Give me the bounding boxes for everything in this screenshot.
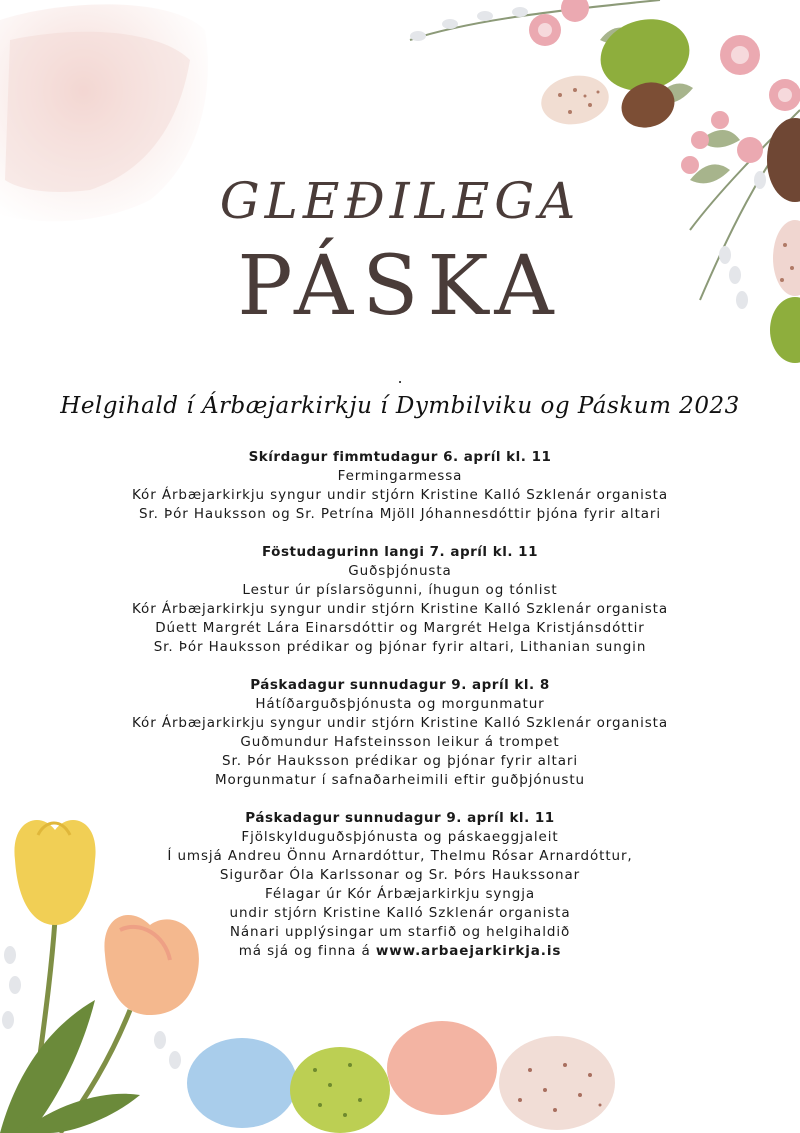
leaf-icon <box>600 28 740 184</box>
greeting-title: GLEÐILEGA <box>219 172 581 230</box>
detail-line: Lestur úr píslarsögunni, íhugun og tónlist <box>242 582 558 598</box>
cherry-blossom-icon <box>529 0 800 174</box>
schedule-list <box>100 448 700 980</box>
schedule-heading: Helgihald í Árbæjarkirkju í Dymbilviku og Páskum 2023 <box>60 393 740 419</box>
greeting-main-title: PÁSKA <box>237 239 563 334</box>
detail-line: Nánari upplýsingar um starfið og helgihaldið <box>229 924 571 940</box>
detail-line: Sigurðar Óla Karlssonar og Sr. Þórs Haukssonar <box>219 867 581 883</box>
day-title: Páskadagur sunnudagur 9. apríl kl. 8 <box>250 677 550 693</box>
day-title: Föstudagurinn langi 7. apríl kl. 11 <box>262 544 538 560</box>
schedule-day <box>100 809 700 961</box>
detail-line: Kór Árbæjarkirkju syngur undir stjórn Kristine Kalló Szklenár organista <box>131 715 669 731</box>
detail-line: Fermingarmessa <box>337 468 463 484</box>
detail-line: Dúett Margrét Lára Einarsdóttir og Margrét Helga Kristjánsdóttir <box>155 620 645 636</box>
schedule-day <box>100 543 700 657</box>
detail-line: Sr. Þór Hauksson og Sr. Petrína Mjöll Jóhannesdóttir þjóna fyrir altari <box>138 506 662 522</box>
day-title: Páskadagur sunnudagur 9. apríl kl. 11 <box>245 810 555 826</box>
day-title: Skírdagur fimmtudagur 6. apríl kl. 11 <box>248 449 552 465</box>
detail-line: Sr. Þór Hauksson prédikar og þjónar fyrir altari, Lithanian sungin <box>153 639 647 655</box>
website-link[interactable]: www.arbaejarkirkja.is <box>375 943 562 959</box>
detail-line: Hátíðarguðsþjónusta og morgunmatur <box>255 696 545 712</box>
detail-line: Guðmundur Hafsteinsson leikur á trompet <box>240 734 560 750</box>
detail-line: Félagar úr Kór Árbæjarkirkju syngja <box>264 886 536 902</box>
schedule-day <box>100 676 700 790</box>
website-prefix: má sjá og finna á <box>238 943 376 959</box>
tulip-leaf-icon <box>0 1000 140 1133</box>
detail-line: Fjölskylduguðsþjónusta og páskaeggjaleit <box>241 829 559 845</box>
detail-line: Sr. Þór Hauksson prédikar og þjónar fyrir altari <box>222 753 578 769</box>
website-line <box>100 942 700 961</box>
detail-line: Kór Árbæjarkirkju syngur undir stjórn Kristine Kalló Szklenár organista <box>131 601 669 617</box>
detail-line: Guðsþjónusta <box>348 563 452 579</box>
schedule-day <box>100 448 700 524</box>
detail-line: undir stjórn Kristine Kalló Szklenár organista <box>229 905 571 921</box>
detail-line: Í umsjá Andreu Önnu Arnardóttur, Thelmu Rósar Arnardóttur, <box>167 848 633 864</box>
detail-line: Kór Árbæjarkirkju syngur undir stjórn Kristine Kalló Szklenár organista <box>131 487 669 503</box>
easter-eggs-bottom <box>187 1021 615 1133</box>
separator-dot: . <box>397 368 403 387</box>
detail-line: Morgunmatur í safnaðarheimili eftir guðþjónustu <box>214 772 586 788</box>
